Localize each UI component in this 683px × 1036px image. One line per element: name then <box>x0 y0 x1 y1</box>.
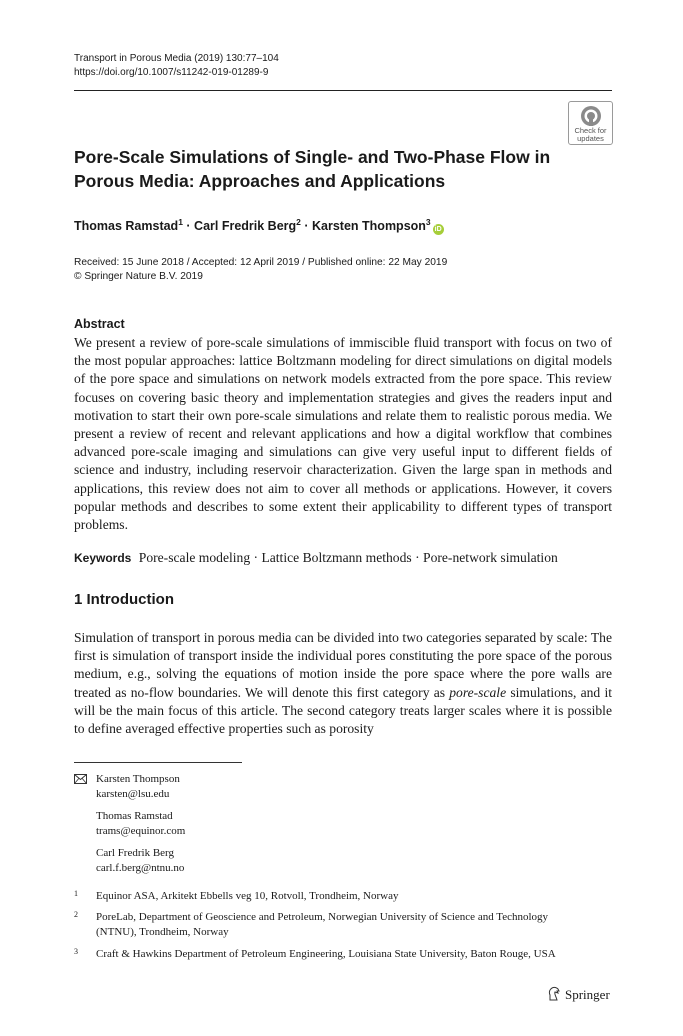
contact-email[interactable]: carl.f.berg@ntnu.no <box>96 862 185 874</box>
affiliation-item <box>74 910 614 940</box>
badge-line-2: updates <box>577 134 604 143</box>
check-for-updates-badge[interactable] <box>568 101 613 145</box>
author-affiliation-mark: 1 <box>178 217 183 227</box>
correspondence-list <box>96 772 185 876</box>
introduction-text <box>74 629 612 738</box>
affiliation-number: 3 <box>74 947 78 956</box>
envelope-icon <box>74 774 87 784</box>
abstract-heading: Abstract <box>74 317 125 331</box>
doi-link[interactable]: https://doi.org/10.1007/s11242-019-01289-9 <box>74 67 269 78</box>
footnote-rule <box>74 762 242 763</box>
author-separator: · <box>182 219 195 234</box>
copyright-line: © Springer Nature B.V. 2019 <box>74 271 203 282</box>
author-list <box>74 213 444 235</box>
orcid-icon[interactable]: iD <box>434 226 442 234</box>
contact-name: Carl Fredrik Berg <box>96 847 175 859</box>
journal-citation: Transport in Porous Media (2019) 130:77–104 <box>74 53 279 64</box>
affiliation-item <box>74 947 614 962</box>
affiliation-text: Equinor ASA, Arkitekt Ebbells veg 10, Rotvoll, Trondheim, Norway <box>96 890 399 902</box>
intro-text-part: simulations, and it will be the main focus of this article. The second category treats larger scales where it is possible to define averaged effective properties such as porosity <box>74 684 612 737</box>
contact-email[interactable]: karsten@lsu.edu <box>96 788 170 800</box>
intro-text-part: Simulation of transport in porous media can be divided into two categories separated by scale: The first is simulation of transport inside the individual pores constituting the pore space of the porous medium, e.g., solving the equations of motion inside the pore space where the pore walls are treated as no-flow boundaries. We will denote this first category as <box>74 630 612 700</box>
author-name[interactable]: Carl Fredrik Berg <box>194 219 297 234</box>
affiliation-number: 2 <box>74 910 78 919</box>
section-heading: 1 Introduction <box>74 591 174 608</box>
intro-emphasis: pore-scale <box>449 684 507 700</box>
crossmark-icon <box>580 105 602 127</box>
contact-name: Karsten Thompson <box>96 773 180 785</box>
keywords-label: Keywords <box>74 551 132 565</box>
affiliation-text: PoreLab, Department of Geoscience and Petroleum, Norwegian University of Science and Technology (NTNU), Trondheim, Norway <box>96 911 549 938</box>
publication-dates <box>74 256 447 284</box>
author-name[interactable]: Thomas Ramstad <box>74 219 179 234</box>
publisher-name: Springer <box>565 987 610 1002</box>
journal-header <box>74 52 279 80</box>
author-affiliation-mark: 2 <box>296 217 301 227</box>
contact-email[interactable]: trams@equinor.com <box>96 825 186 837</box>
keywords-list: Pore-scale modeling · Lattice Boltzmann methods · Pore-network simulation <box>138 550 558 565</box>
paper-title: Pore-Scale Simulations of Single- and Two-Phase Flow in Porous Media: Approaches and Applications <box>74 147 551 191</box>
affiliation-item <box>74 889 614 904</box>
badge-line-1: Check for <box>574 126 607 135</box>
keywords <box>74 549 558 567</box>
author-separator: · <box>300 219 313 234</box>
publisher-logo <box>547 986 610 1003</box>
contact-name: Thomas Ramstad <box>96 810 173 822</box>
header-rule <box>74 90 612 91</box>
affiliation-text: Craft & Hawkins Department of Petroleum Engineering, Louisiana State University, Baton Rouge, USA <box>96 948 556 960</box>
author-name[interactable]: Karsten Thompson <box>312 219 426 234</box>
affiliation-number: 1 <box>74 889 78 898</box>
author-affiliation-mark: 3 <box>425 217 431 227</box>
dates-line: Received: 15 June 2018 / Accepted: 12 April 2019 / Published online: 22 May 2019 <box>74 257 448 268</box>
springer-horse-icon <box>547 986 561 1001</box>
abstract-text: We present a review of pore-scale simulations of immiscible fluid transport with focus on two of the most popular approaches: lattice Boltzmann modeling for direct simulations on digital models of the pore space and simulations on network models extracted from the pore space. This review focuses on covering basic theory and implementation strategies and gives the readers input and motivation to start their own pore-scale simulations and relate them to realistic porous media. We present a review of recent and relevant applications and how a digital workflow that combines advanced pore-scale imaging and simulations can give very useful input to different fields of science and industry, including reservoir characterization. Given the large span in methods and applications, this review does not aim to cover all methods or applications. However, it covers popular methods and describes to some extent their applicability to different types of transport problems. <box>74 335 612 533</box>
